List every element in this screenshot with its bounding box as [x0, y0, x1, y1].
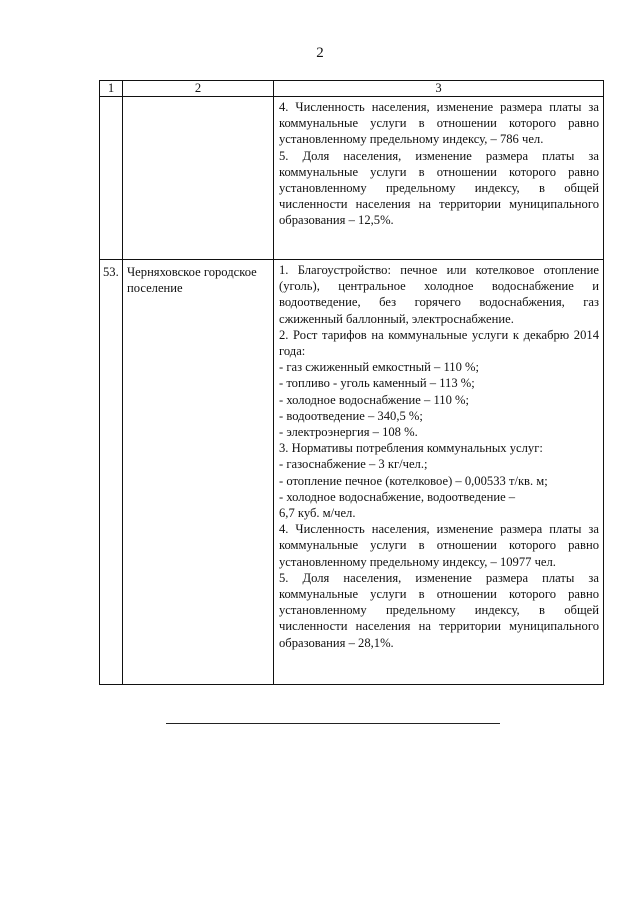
table-row — [100, 97, 604, 260]
table-row — [100, 260, 604, 685]
list-item: - холодное водоснабжение – 110 %; — [279, 392, 470, 407]
list-item: - электроэнергия – 108 %. — [279, 425, 418, 440]
list-item: 6,7 куб. м/чел. — [279, 506, 356, 521]
list-item: - газ сжиженный емкостный – 110 %; — [279, 360, 480, 375]
list-item: - топливо - уголь каменный – 113 %; — [279, 376, 475, 391]
list-item: - газоснабжение – 3 кг/чел.; — [279, 457, 428, 472]
settlement-name — [123, 97, 274, 260]
settlement-name: Черняховское городское поселение — [123, 260, 274, 685]
list-item: - водоотведение – 340,5 %; — [279, 408, 423, 423]
list-item: - отопление печное (котелковое) – 0,00533 т/кв. м; — [279, 473, 548, 488]
row-content — [274, 260, 604, 685]
page-number: 2 — [316, 45, 324, 61]
settlements-table — [99, 80, 604, 685]
paragraph: 5. Доля населения, изменение размера платы за коммунальные услуги в отношении которого равно установленному предельному индексу, в общей численности населения на территории муниципального образования – 28,1%. — [279, 570, 599, 650]
paragraph: 4. Численность населения, изменение размера платы за коммунальные услуги в отношении которого равно установленному предельному индексу, – 10977 чел. — [279, 522, 599, 569]
paragraph: 3. Нормативы потребления коммунальных услуг: — [279, 441, 543, 456]
header-col-1: 1 — [100, 81, 123, 97]
row-number: 53. — [100, 260, 123, 685]
row-number — [100, 97, 123, 260]
paragraph: 2. Рост тарифов на коммунальные услуги к декабрю 2014 года: — [279, 327, 599, 359]
list-item: - холодное водоснабжение, водоотведение – — [279, 489, 516, 504]
paragraph: 5. Доля населения, изменение размера платы за коммунальные услуги в отношении которого равно установленному предельному индексу, в общей численности населения на территории муниципального образования – 12,5%. — [279, 148, 599, 228]
footer-rule — [166, 723, 500, 724]
table-header-row — [100, 81, 604, 97]
paragraph: 4. Численность населения, изменение размера платы за коммунальные услуги в отношении которого равно установленному предельному индексу, – 786 чел. — [279, 100, 599, 147]
row-content — [274, 97, 604, 260]
header-col-2: 2 — [123, 81, 274, 97]
paragraph: 1. Благоустройство: печное или котелковое отопление (уголь), центральное холодное водоснабжение и водоотведение, без горячего водоснабжения, газ сжиженный баллонный, электроснабжение. — [279, 263, 599, 326]
header-col-3: 3 — [274, 81, 604, 97]
